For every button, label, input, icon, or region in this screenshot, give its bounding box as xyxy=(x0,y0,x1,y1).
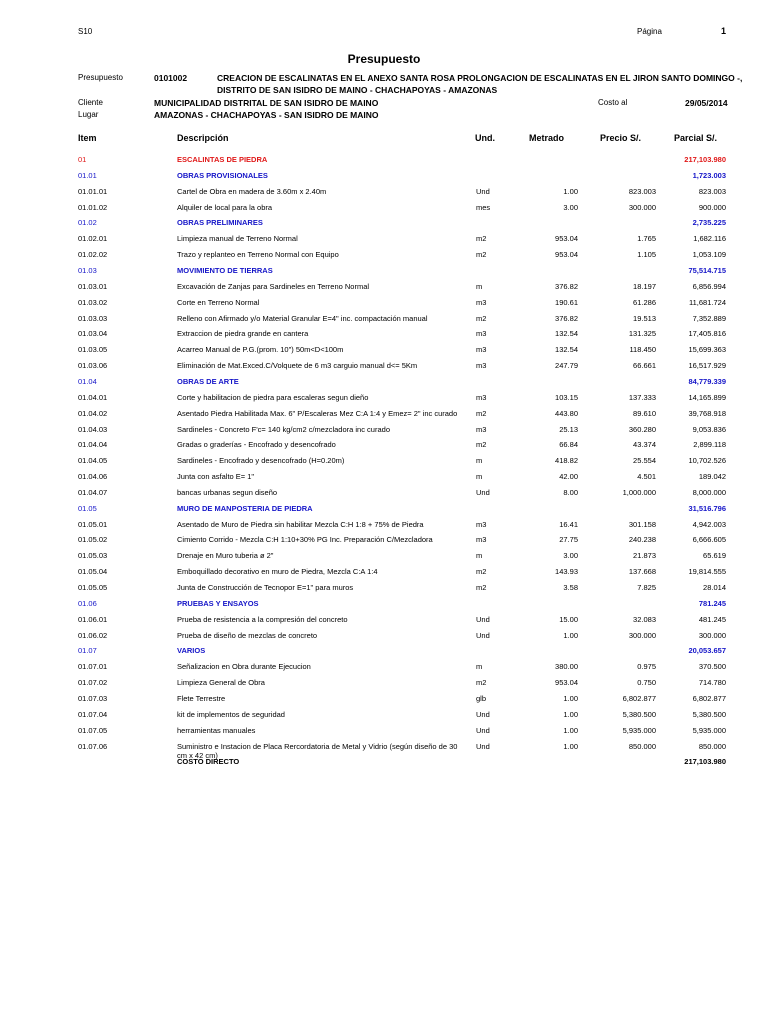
row-metrado: 3.00 xyxy=(563,551,578,561)
row-price: 25.554 xyxy=(633,456,656,466)
row-item-code: 01.06.01 xyxy=(78,614,108,624)
row-metrado: 443.80 xyxy=(555,408,578,418)
row-price: 4.501 xyxy=(637,472,656,481)
row-unit: Und xyxy=(476,614,490,624)
row-description: Relleno con Afirmado y/o Material Granular E=4" inc. compactación manual xyxy=(177,313,428,323)
row-metrado: 953.04 xyxy=(555,234,578,244)
row-parcial: 1,682.116 xyxy=(693,234,726,244)
row-price: 1.765 xyxy=(637,234,656,244)
row-metrado: 1.00 xyxy=(563,741,578,751)
page-number: 1 xyxy=(721,26,727,36)
row-parcial: 6,666.605 xyxy=(692,535,726,545)
row-parcial: 7,352.889 xyxy=(692,313,726,323)
row-item-code: 01.02.01 xyxy=(78,234,108,244)
row-description: Flete Terrestre xyxy=(177,693,226,703)
row-item-code: 01.05.05 xyxy=(78,583,108,592)
row-parcial: 84,779.339 xyxy=(688,376,726,386)
row-price: 118.450 xyxy=(629,345,656,355)
row-metrado: 42.00 xyxy=(559,472,578,481)
row-metrado: 3.58 xyxy=(563,583,578,592)
row-item-code: 01.06.02 xyxy=(78,630,108,640)
row-unit: m2 xyxy=(476,440,487,450)
row-metrado: 190.61 xyxy=(555,297,578,307)
row-parcial: 8,000.000 xyxy=(692,487,726,497)
row-price: 300.000 xyxy=(628,202,656,212)
row-item-code: 01.04.06 xyxy=(78,472,108,481)
row-description: bancas urbanas segun diseño xyxy=(177,487,278,497)
row-item-code: 01.07.05 xyxy=(78,725,108,735)
row-parcial: 781.245 xyxy=(698,598,726,608)
row-unit: Und xyxy=(476,725,490,735)
row-unit: Und xyxy=(476,741,490,751)
row-item-code: 01.06 xyxy=(78,598,97,608)
row-description: herramientas manuales xyxy=(177,725,256,735)
row-metrado: 1.00 xyxy=(563,709,578,719)
row-item-code: 01.03.05 xyxy=(78,345,108,355)
row-metrado: 1.00 xyxy=(563,186,578,196)
row-item-code: 01.05.01 xyxy=(78,519,108,529)
row-price: 89.610 xyxy=(633,408,656,418)
row-description: Emboquillado decorativo en muro de Piedra, Mezcla C:A 1:4 xyxy=(177,567,378,577)
cliente-label: Cliente xyxy=(78,98,103,107)
row-description: Drenaje en Muro tuberia ø 2" xyxy=(177,551,274,561)
row-unit: m2 xyxy=(476,250,487,260)
row-unit: m xyxy=(476,662,483,672)
row-price: 240.238 xyxy=(628,535,656,545)
row-unit: m2 xyxy=(476,408,487,418)
column-header-item: Item xyxy=(78,133,97,143)
row-price: 66.661 xyxy=(633,361,656,371)
row-parcial: 1,053.109 xyxy=(692,250,726,260)
row-metrado: 953.04 xyxy=(555,250,578,260)
row-parcial: 6,856.994 xyxy=(692,281,726,291)
page-label: Página xyxy=(637,27,662,36)
row-parcial: 5,380.500 xyxy=(692,709,726,719)
row-price: 19.513 xyxy=(633,313,656,323)
row-parcial: 5,935.000 xyxy=(692,725,726,735)
row-description: Asentado Piedra Habilitada Max. 6" P/Escaleras Mez C:A 1:4 y Emez= 2" inc curado xyxy=(177,408,458,418)
page-code: S10 xyxy=(78,27,93,36)
row-description: Gradas o graderías - Encofrado y desencofrado xyxy=(177,440,336,450)
row-description: kit de implementos de seguridad xyxy=(177,709,285,719)
row-item-code: 01.03 xyxy=(78,265,97,275)
row-price: 301.158 xyxy=(628,519,656,529)
row-parcial: 481.245 xyxy=(698,614,726,624)
row-unit: m3 xyxy=(476,535,487,545)
row-parcial: 714.780 xyxy=(698,678,726,688)
row-unit: Und xyxy=(476,186,490,196)
row-description: Alquiler de local para la obra xyxy=(177,202,273,212)
column-header-precio: Precio S/. xyxy=(600,133,642,143)
row-metrado: 103.15 xyxy=(555,392,578,402)
row-parcial: 900.000 xyxy=(698,202,726,212)
row-metrado: 132.54 xyxy=(555,345,578,355)
row-metrado: 27.75 xyxy=(559,535,578,545)
row-price: 7.825 xyxy=(637,583,656,592)
column-header-descripcion: Descripción xyxy=(177,133,229,143)
row-description: MURO DE MANPOSTERIA DE PIEDRA xyxy=(177,503,313,513)
row-item-code: 01.04.07 xyxy=(78,487,108,497)
row-parcial: 823.003 xyxy=(698,186,726,196)
row-price: 850.000 xyxy=(628,741,656,751)
row-item-code: 01.03.02 xyxy=(78,297,108,307)
row-description: Trazo y replanteo en Terreno Normal con Equipo xyxy=(177,250,339,260)
row-unit: m2 xyxy=(476,678,487,688)
costo-al-value: 29/05/2014 xyxy=(685,98,728,108)
row-price: 18.197 xyxy=(633,281,656,291)
row-parcial: 20,053.657 xyxy=(688,646,726,656)
row-description: Junta con asfalto E= 1" xyxy=(177,472,255,481)
row-parcial: 2,735.225 xyxy=(692,218,726,228)
row-item-code: 01.03.03 xyxy=(78,313,108,323)
row-item-code: 01.01 xyxy=(78,170,97,180)
row-unit: m2 xyxy=(476,567,487,577)
row-item-code: 01.04.05 xyxy=(78,456,108,466)
row-price: 360.280 xyxy=(628,424,656,434)
row-metrado: 66.84 xyxy=(559,440,578,450)
row-item-code: 01 xyxy=(78,155,87,164)
row-price: 61.286 xyxy=(633,297,656,307)
row-item-code: 01.03.01 xyxy=(78,281,108,291)
row-item-code: 01.07.04 xyxy=(78,709,108,719)
lugar-value: AMAZONAS - CHACHAPOYAS - SAN ISIDRO DE MAINO xyxy=(154,110,379,120)
row-price: 0.975 xyxy=(637,662,656,672)
row-metrado: 3.00 xyxy=(563,202,578,212)
row-description: VARIOS xyxy=(177,646,206,656)
row-unit: m xyxy=(476,456,483,466)
row-item-code: 01.04.03 xyxy=(78,424,108,434)
row-price: 5,380.500 xyxy=(622,709,656,719)
row-parcial: 1,723.003 xyxy=(692,170,726,180)
row-metrado: 132.54 xyxy=(555,329,578,339)
row-description: Prueba de resistencia a la compresión del concreto xyxy=(177,614,348,624)
row-parcial: 2,899.118 xyxy=(693,440,726,450)
row-metrado: 376.82 xyxy=(555,313,578,323)
row-unit: mes xyxy=(476,202,491,212)
row-unit: Und xyxy=(476,487,490,497)
row-parcial: 11,681.724 xyxy=(689,297,726,307)
row-price: 137.333 xyxy=(628,392,656,402)
row-unit: m xyxy=(476,472,483,481)
presupuesto-code: 0101002 xyxy=(154,73,188,83)
row-metrado: 1.00 xyxy=(563,630,578,640)
row-description: MOVIMIENTO DE TIERRAS xyxy=(177,265,273,275)
row-description: Corte en Terreno Normal xyxy=(177,297,260,307)
row-unit: m2 xyxy=(476,313,487,323)
row-price: 300.000 xyxy=(628,630,656,640)
row-metrado: 1.00 xyxy=(563,725,578,735)
row-item-code: 01.05.02 xyxy=(78,535,108,545)
row-item-code: 01.03.04 xyxy=(78,329,108,339)
row-description: Cimiento Corrido - Mezcla C:H 1:10+30% PG Inc. Preparación C/Mezcladora xyxy=(177,535,433,545)
row-item-code: 01.07 xyxy=(78,646,97,656)
row-metrado: 8.00 xyxy=(563,487,578,497)
cliente-value: MUNICIPALIDAD DISTRITAL DE SAN ISIDRO DE MAINO xyxy=(154,98,379,108)
row-price: 131.325 xyxy=(628,329,656,339)
row-item-code: 01.02 xyxy=(78,218,97,228)
row-parcial: 65.619 xyxy=(703,551,726,561)
row-parcial: 17,405.816 xyxy=(688,329,726,339)
row-price: 6,802.877 xyxy=(622,693,656,703)
costo-al-label: Costo al xyxy=(598,98,628,107)
row-metrado: 418.82 xyxy=(555,456,578,466)
row-description: Eliminación de Mat.Exced.C/Volquete de 6 m3 carguio manual d<= 5Km xyxy=(177,361,418,371)
presupuesto-name-line2: DISTRITO DE SAN ISIDRO DE MAINO - CHACHAPOYAS - AMAZONAS xyxy=(217,85,498,95)
row-item-code: 01.04 xyxy=(78,376,97,386)
row-description: Corte y habilitacion de piedra para escaleras segun dieño xyxy=(177,392,369,402)
row-parcial: 217,103.980 xyxy=(684,757,726,767)
row-metrado: 247.79 xyxy=(555,361,578,371)
row-description: Señalizacion en Obra durante Ejecucion xyxy=(177,662,311,672)
row-description: OBRAS DE ARTE xyxy=(177,376,239,386)
row-parcial: 370.500 xyxy=(698,662,726,672)
row-unit: Und xyxy=(476,709,490,719)
row-item-code: 01.03.06 xyxy=(78,361,108,371)
row-unit: glb xyxy=(476,693,487,703)
row-description: COSTO DIRECTO xyxy=(177,757,240,767)
row-item-code: 01.04.01 xyxy=(78,392,108,402)
row-parcial: 189.042 xyxy=(698,472,726,481)
row-parcial: 217,103.980 xyxy=(684,155,726,164)
row-parcial: 9,053.836 xyxy=(692,424,726,434)
row-item-code: 01.05 xyxy=(78,503,97,513)
row-description: Limpieza General de Obra xyxy=(177,678,265,688)
row-unit: m3 xyxy=(476,392,487,402)
row-metrado: 380.00 xyxy=(555,662,578,672)
row-description: OBRAS PROVISIONALES xyxy=(177,170,268,180)
row-metrado: 25.13 xyxy=(559,424,578,434)
row-unit: m2 xyxy=(476,583,487,592)
row-description: Asentado de Muro de Piedra sin habilitar Mezcla C:H 1:8 + 75% de Piedra xyxy=(177,519,424,529)
row-metrado: 143.93 xyxy=(555,567,578,577)
row-unit: m3 xyxy=(476,345,487,355)
row-parcial: 31,516.796 xyxy=(688,503,726,513)
row-price: 21.873 xyxy=(633,551,656,561)
row-metrado: 1.00 xyxy=(563,693,578,703)
row-parcial: 15,699.363 xyxy=(688,345,726,355)
row-unit: m3 xyxy=(476,519,487,529)
row-description: Sardineles - Concreto F'c= 140 kg/cm2 c/mezcladora inc curado xyxy=(177,424,390,434)
row-description: Acarreo Manual de P.G.(prom. 10") 50m<D<100m xyxy=(177,345,344,355)
column-header-und: Und. xyxy=(475,133,495,143)
row-item-code: 01.05.04 xyxy=(78,567,108,577)
row-item-code: 01.07.03 xyxy=(78,693,108,703)
row-parcial: 300.000 xyxy=(698,630,726,640)
row-parcial: 4,942.003 xyxy=(692,519,726,529)
row-description: OBRAS PRELIMINARES xyxy=(177,218,263,228)
row-price: 137.668 xyxy=(628,567,656,577)
presupuesto-label: Presupuesto xyxy=(78,73,123,82)
lugar-label: Lugar xyxy=(78,110,99,119)
row-parcial: 14,165.899 xyxy=(688,392,726,402)
row-item-code: 01.01.01 xyxy=(78,186,108,196)
row-unit: m3 xyxy=(476,424,487,434)
row-description: Junta de Construcción de Tecnopor E=1" para muros xyxy=(177,583,354,592)
row-description: Extraccion de piedra grande en cantera xyxy=(177,329,309,339)
row-unit: m3 xyxy=(476,297,487,307)
row-unit: Und xyxy=(476,630,490,640)
row-unit: m xyxy=(476,551,483,561)
row-item-code: 01.05.03 xyxy=(78,551,108,561)
row-description: Limpieza manual de Terreno Normal xyxy=(177,234,298,244)
row-description: Suministro e Instacion de Placa Rercordatoria de Metal y Vidrio (según diseño de 30 cm x 42 cm) xyxy=(177,741,458,760)
row-metrado: 953.04 xyxy=(555,678,578,688)
row-parcial: 39,768.918 xyxy=(688,408,726,418)
row-price: 1.105 xyxy=(637,250,656,260)
row-item-code: 01.07.01 xyxy=(78,662,108,672)
row-parcial: 16,517.929 xyxy=(688,361,726,371)
row-metrado: 376.82 xyxy=(555,281,578,291)
row-price: 32.083 xyxy=(633,614,656,624)
row-parcial: 19,814.555 xyxy=(688,567,726,577)
row-description: Excavación de Zanjas para Sardineles en Terreno Normal xyxy=(177,281,370,291)
row-item-code: 01.01.02 xyxy=(78,202,108,212)
row-price: 5,935.000 xyxy=(622,725,656,735)
row-item-code: 01.07.02 xyxy=(78,678,108,688)
row-item-code: 01.04.02 xyxy=(78,408,108,418)
row-price: 823.003 xyxy=(628,186,656,196)
row-description: Sardineles - Encofrado y desencofrado (H=0.20m) xyxy=(177,456,345,466)
row-item-code: 01.07.06 xyxy=(78,741,108,751)
row-description: Cartel de Obra en madera de 3.60m x 2.40m xyxy=(177,186,327,196)
row-parcial: 6,802.877 xyxy=(692,693,726,703)
row-metrado: 15.00 xyxy=(559,614,578,624)
row-description: ESCALINTAS DE PIEDRA xyxy=(177,155,268,164)
row-metrado: 16.41 xyxy=(559,519,578,529)
row-description: Prueba de diseño de mezclas de concreto xyxy=(177,630,318,640)
row-item-code: 01.02.02 xyxy=(78,250,108,260)
row-parcial: 10,702.526 xyxy=(688,456,726,466)
page-title: Presupuesto xyxy=(347,52,421,66)
row-parcial: 28.014 xyxy=(703,583,726,592)
row-unit: m3 xyxy=(476,361,487,371)
row-unit: m xyxy=(476,281,483,291)
row-description: PRUEBAS Y ENSAYOS xyxy=(177,598,259,608)
row-price: 43.374 xyxy=(633,440,656,450)
row-unit: m3 xyxy=(476,329,487,339)
column-header-metrado: Metrado xyxy=(529,133,565,143)
column-header-parcial: Parcial S/. xyxy=(674,133,718,143)
row-parcial: 75,514.715 xyxy=(688,265,726,275)
row-unit: m2 xyxy=(476,234,487,244)
row-parcial: 850.000 xyxy=(698,741,726,751)
presupuesto-name-line1: CREACION DE ESCALINATAS EN EL ANEXO SANTA ROSA PROLONGACION DE ESCALINATAS EN EL JIRON SANTO DOMINGO -, xyxy=(217,73,743,83)
row-price: 0.750 xyxy=(637,678,656,688)
row-item-code: 01.04.04 xyxy=(78,440,108,450)
row-price: 1,000.000 xyxy=(622,487,656,497)
